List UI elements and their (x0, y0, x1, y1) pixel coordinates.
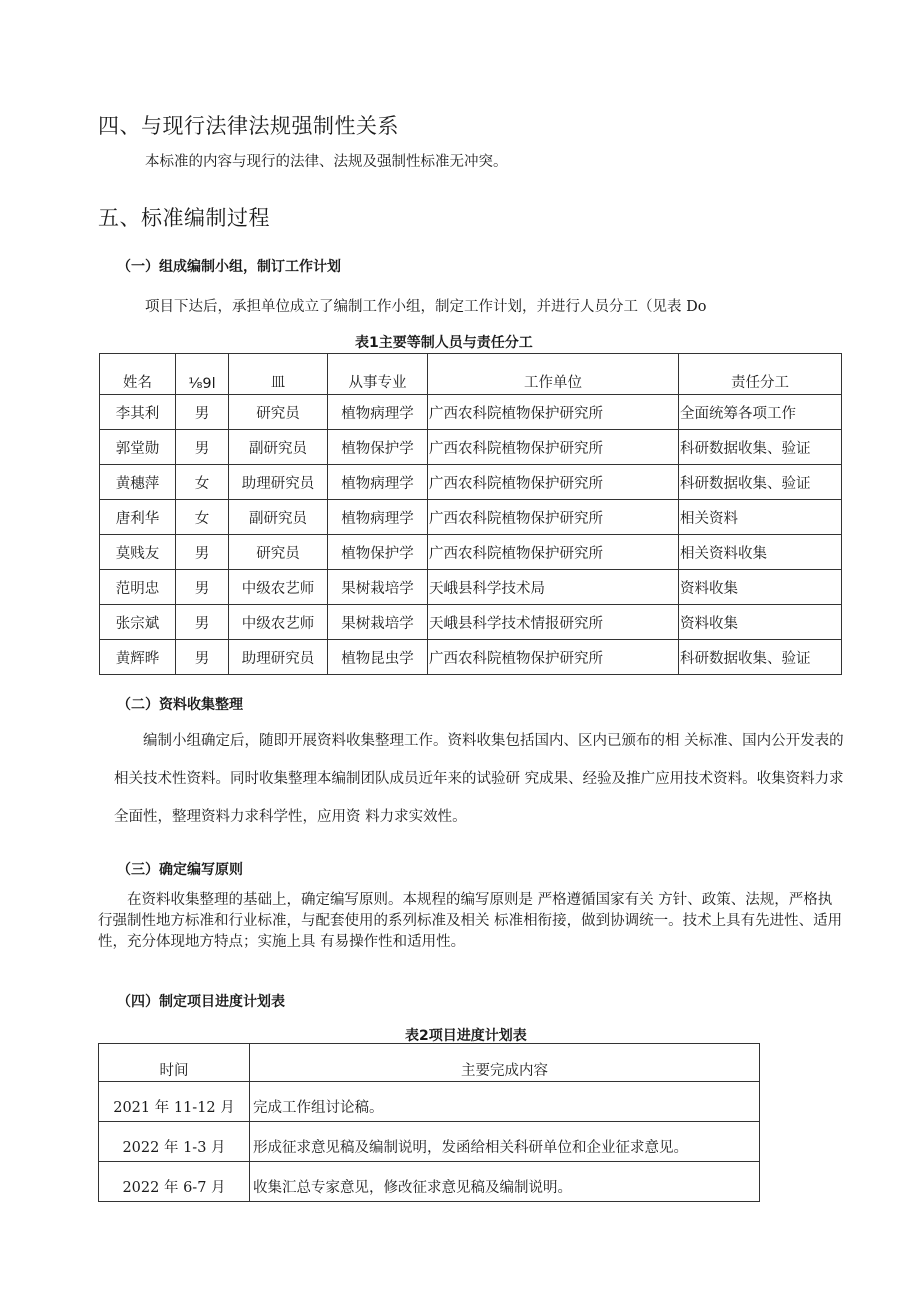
table-cell: 天峨县科学技术局 (428, 570, 679, 605)
table-cell: 相关资料收集 (679, 535, 842, 570)
subsection-3-text: 在资料收集整理的基础上，确定编写原则。本规程的编写原则是 严格遵循国家有关 方针、政策、法规，严格执行强制性地方标准和行业标准，与配套使用的系列标准及相关 标准相衔接，做到协调统一。技术上具有先进性、适用性，充分体现地方特点；实施上具 有易操作性和适用性。 (98, 892, 843, 950)
table-cell: 收集汇总专家意见，修改征求意见稿及编制说明。 (250, 1162, 760, 1202)
subsection-4-title: （四）制定项目进度计划表 (117, 994, 285, 1010)
table-cell: 广西农科院植物保护研究所 (428, 395, 679, 430)
schedule-table (98, 1043, 760, 1202)
table-cell: 助理研究员 (229, 640, 328, 675)
table-cell: 男 (176, 640, 229, 675)
table-cell: 研究员 (229, 535, 328, 570)
table-cell: 2021 年 11-12 月 (99, 1082, 250, 1122)
table-cell: 副研究员 (229, 500, 328, 535)
staff-row (100, 640, 842, 675)
table-cell: 郭堂勋 (100, 430, 176, 465)
table-1-caption: 表1主要等制人员与责任分工 (355, 335, 533, 351)
table-cell: 范明忠 (100, 570, 176, 605)
table-cell: 植物病理学 (328, 465, 428, 500)
table-cell: 形成征求意见稿及编制说明，发函给相关科研单位和企业征求意见。 (250, 1122, 760, 1162)
staff-row (100, 430, 842, 465)
staff-row (100, 465, 842, 500)
header-time: 时间 (99, 1044, 250, 1082)
schedule-row (99, 1162, 760, 1202)
table-cell: 植物病理学 (328, 500, 428, 535)
table-cell: 2022 年 6-7 月 (99, 1162, 250, 1202)
subsection-3-title: （三）确定编写原则 (117, 862, 243, 878)
subsection-1-title: （一）组成编制小组，制订工作计划 (117, 259, 341, 275)
table-cell: 广西农科院植物保护研究所 (428, 640, 679, 675)
table-cell: 莫贱友 (100, 535, 176, 570)
staff-row (100, 570, 842, 605)
table-cell: 科研数据收集、验证 (679, 640, 842, 675)
table-cell: 男 (176, 430, 229, 465)
table-cell: 植物保护学 (328, 535, 428, 570)
table-cell: 中级农艺师 (229, 605, 328, 640)
table-cell: 植物保护学 (328, 430, 428, 465)
table-cell: 李其利 (100, 395, 176, 430)
table-cell: 植物昆虫学 (328, 640, 428, 675)
staff-row (100, 395, 842, 430)
header-unit: 工作单位 (428, 354, 679, 395)
staff-table (99, 353, 842, 675)
table-cell: 果树栽培学 (328, 605, 428, 640)
subsection-1-text: 项目下达后，承担单位成立了编制工作小组，制定工作计划，并进行人员分工（见表 Do (145, 299, 707, 315)
table-cell: 2022 年 1-3 月 (99, 1122, 250, 1162)
staff-row (100, 535, 842, 570)
table-cell: 广西农科院植物保护研究所 (428, 500, 679, 535)
table-cell: 广西农科院植物保护研究所 (428, 430, 679, 465)
section-4-title: 四、与现行法律法规强制性关系 (98, 114, 399, 138)
table-cell: 科研数据收集、验证 (679, 430, 842, 465)
staff-row (100, 500, 842, 535)
table-cell: 黄辉晔 (100, 640, 176, 675)
header-responsibility: 责任分工 (679, 354, 842, 395)
table-cell: 天峨县科学技术情报研究所 (428, 605, 679, 640)
table-cell: 黄穗萍 (100, 465, 176, 500)
header-specialty: 从事专业 (328, 354, 428, 395)
table-2-caption: 表2项目进度计划表 (405, 1028, 527, 1044)
table-cell: 研究员 (229, 395, 328, 430)
section-5-title: 五、标准编制过程 (98, 206, 270, 230)
table-cell: 男 (176, 535, 229, 570)
header-gender: ⅛9l (176, 354, 229, 395)
schedule-row (99, 1122, 760, 1162)
table-cell: 女 (176, 500, 229, 535)
staff-row (100, 605, 842, 640)
schedule-row (99, 1082, 760, 1122)
table-cell: 张宗斌 (100, 605, 176, 640)
table-cell: 完成工作组讨论稿。 (250, 1082, 760, 1122)
table-cell: 广西农科院植物保护研究所 (428, 535, 679, 570)
table-cell: 资料收集 (679, 605, 842, 640)
table-cell: 副研究员 (229, 430, 328, 465)
table-cell: 中级农艺师 (229, 570, 328, 605)
table-cell: 女 (176, 465, 229, 500)
table-cell: 植物病理学 (328, 395, 428, 430)
table-cell: 相关资料 (679, 500, 842, 535)
table-cell: 男 (176, 605, 229, 640)
table-cell: 男 (176, 395, 229, 430)
table-cell: 助理研究员 (229, 465, 328, 500)
table-cell: 资料收集 (679, 570, 842, 605)
section-4-text: 本标准的内容与现行的法律、法规及强制性标准无冲突。 (145, 154, 508, 170)
header-title: 皿 (229, 354, 328, 395)
table-cell: 男 (176, 570, 229, 605)
table-cell: 全面统筹各项工作 (679, 395, 842, 430)
subsection-2-title: （二）资料收集整理 (117, 697, 243, 713)
table-cell: 唐利华 (100, 500, 176, 535)
table-cell: 果树栽培学 (328, 570, 428, 605)
subsection-2-text: 编制小组确定后，随即开展资料收集整理工作。资料收集包括国内、区内已颁布的相 关标准、国内公开发表的相关技术性资料。同时收集整理本编制团队成员近年来的试验研 究成果、经验及推广应用技术资料。收集资料力求全面性，整理资料力求科学性，应用资 料力求实效性。 (114, 733, 844, 825)
table-cell: 广西农科院植物保护研究所 (428, 465, 679, 500)
header-name: 姓名 (100, 354, 176, 395)
table-cell: 科研数据收集、验证 (679, 465, 842, 500)
header-content: 主要完成内容 (250, 1044, 760, 1082)
